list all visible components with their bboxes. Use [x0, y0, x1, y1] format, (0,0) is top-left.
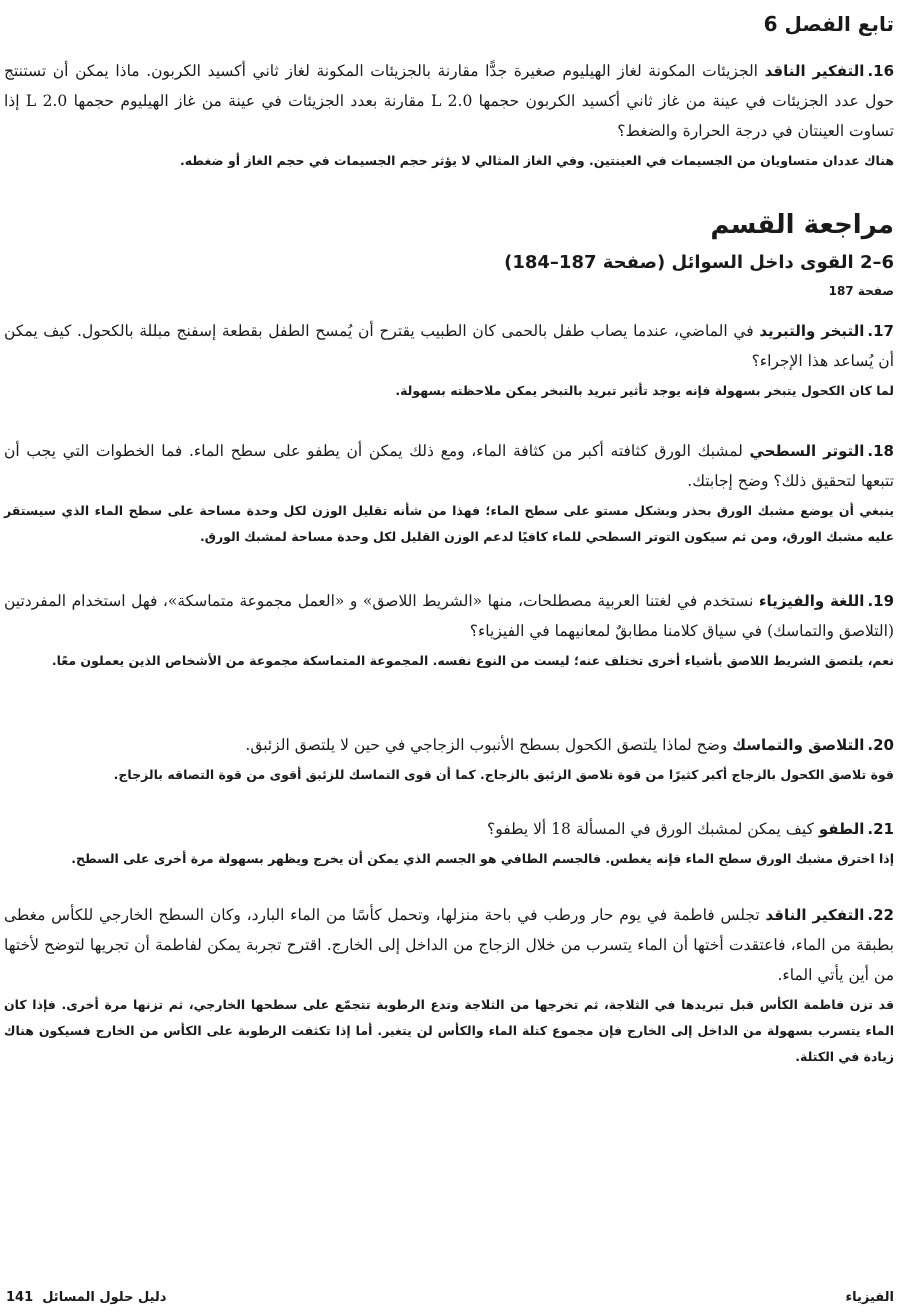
problem-text: وضح لماذا يلتصق الكحول بسطح الأنبوب الزجاجي في حين لا يلتصق الزئبق.: [245, 736, 733, 754]
problem-18: [4, 436, 894, 550]
problem-answer: ينبغي أن يوضع مشبك الورق بحذر وبشكل مستو على سطح الماء؛ فهذا من شأنه تقليل الوزن لكل وحدة مساحة على سطح الماء الذي سيستقر عليه مشبك الورق، ومن ثم سيكون التوتر السطحي للماء كافيًا لدعم الوزن القليل لكل وحدة مساحة لمشبك الورق.: [4, 503, 894, 544]
problem-text: نستخدم في لغتنا العربية مصطلحات، منها «الشريط اللاصق» و «العمل مجموعة متماسكة»، فهل استخدام المفردتين (التلاصق والتماسك) في سياق كلامنا مطابقٌ لمعانيهما في الفيزياء؟: [4, 592, 894, 640]
problem-text: تجلس فاطمة في يوم حار ورطب في باحة منزلها، وتحمل كأسًا من الماء البارد، وكان السطح الخارجي للكأس مغطى بطبقة من الماء، فاعتقدت أختها أن الماء يتسرب من خلال الزجاج من الداخل إلى الخارج. اقترح تجربة يمكن لفاطمة أن تجريها لتوضح لأختها من أين يأتي الماء.: [4, 906, 894, 984]
section-subtitle: 6–2 القوى داخل السوائل (صفحة 187–184): [504, 252, 894, 273]
problem-19: [4, 586, 894, 674]
problem-question: [4, 730, 894, 760]
problem-topic: التفكير الناقد: [764, 62, 865, 80]
section-title: مراجعة القسم: [710, 210, 894, 240]
chapter-title: تابع الفصل 6: [763, 12, 894, 36]
problem-number: 19.: [867, 592, 895, 610]
problem-number: 17.: [867, 322, 894, 340]
problem-text: الجزيئات المكونة لغاز الهيليوم صغيرة جدًّا مقارنة بالجزيئات المكونة لغاز ثاني أكسيد الكربون. ماذا يمكن أن تستنتج حول عدد الجزيئات في عينة من غاز ثاني أكسيد الكربون حجمها 2.0 L مقارنة بعدد الجزيئات في عينة من غاز الهيليوم حجمها 2.0 L إذا تساوت العينتان في درجة الحرارة والضغط؟: [4, 62, 894, 140]
problem-text: كيف يمكن لمشبك الورق في المسألة 18 ألا يطفو؟: [487, 820, 819, 838]
problem-number: 20.: [867, 736, 894, 754]
problem-topic: الطفو: [818, 820, 865, 838]
problem-20: [4, 730, 894, 788]
problem-topic: اللغة والفيزياء: [758, 592, 865, 610]
problem-topic: التبخر والتبريد: [759, 322, 865, 340]
problem-text: لمشبك الورق كثافته أكبر من كثافة الماء، ومع ذلك يمكن أن يطفو على سطح الماء. فما الخطوات التي يجب أن تتبعها لتحقيق ذلك؟ وضح إجابتك.: [4, 442, 894, 490]
footer-page-number: 141: [6, 1290, 34, 1305]
problem-topic: التوتر السطحي: [749, 442, 865, 460]
problem-text: في الماضي، عندما يصاب طفل بالحمى كان الطبيب يقترح أن يُمسح الطفل بقطعة إسفنج مبللة بالكحول. كيف يمكن أن يُساعد هذا الإجراء؟: [4, 322, 894, 370]
footer-subject: الفيزياء: [845, 1290, 894, 1305]
footer-guide-title: دليل حلول المسائل: [42, 1290, 167, 1305]
footer-guide: [6, 1290, 166, 1305]
page-reference: صفحة 187: [828, 284, 894, 298]
problem-answer: لما كان الكحول يتبخر بسهولة فإنه يوجد تأثير تبريد بالتبخر يمكن ملاحظته بسهولة.: [395, 383, 894, 398]
problem-answer: نعم، يلتصق الشريط اللاصق بأشياء أخرى تختلف عنه؛ ليست من النوع نفسه. المجموعة المتماسكة مجموعة من الأشخاص الذين يعملون معًا.: [51, 653, 894, 668]
problem-number: 22.: [867, 906, 894, 924]
problem-16: [4, 56, 894, 174]
problem-topic: التلاصق والتماسك: [732, 736, 865, 754]
problem-number: 16.: [867, 62, 895, 80]
problem-number: 18.: [867, 442, 894, 460]
problem-question: [4, 814, 894, 844]
problem-answer: هناك عددان متساويان من الجسيمات في العينتين. وفي الغاز المثالي لا يؤثر حجم الجسيمات في حجم الغاز أو ضغطه.: [179, 153, 894, 168]
problem-topic: التفكير الناقد: [765, 906, 865, 924]
problem-17: [4, 316, 894, 404]
problem-question: [4, 586, 894, 646]
problem-question: [4, 436, 894, 496]
problem-22: [4, 900, 894, 1070]
problem-answer: قد تزن فاطمة الكأس قبل تبريدها في الثلاجة، ثم تخرجها من الثلاجة وتدع الرطوبة تتجمّع على سطحها الخارجي، ثم تزنها مرة أخرى. فإذا كان الماء يتسرب بسهولة من الداخل إلى الخارج فإن مجموع كتلة الماء والكأس لن يتغير. أما إذا تكثفت الرطوبة على الكأس من الخارج فسيكون هناك زيادة في الكتلة.: [4, 997, 894, 1064]
problem-answer: قوة تلاصق الكحول بالزجاج أكبر كثيرًا من قوة تلاصق الزئبق بالزجاج. كما أن قوى التماسك للزئبق أقوى من قوة التصاقه بالزجاج.: [113, 767, 894, 782]
problem-21: [4, 814, 894, 872]
problem-question: [4, 900, 894, 990]
problem-answer: إذا اخترق مشبك الورق سطح الماء فإنه يغطس. فالجسم الطافي هو الجسم الذي يمكن أن يخرج ويظهر بسهولة مرة أخرى على السطح.: [71, 851, 894, 866]
problem-number: 21.: [867, 820, 894, 838]
problem-question: [4, 56, 894, 146]
problem-question: [4, 316, 894, 376]
